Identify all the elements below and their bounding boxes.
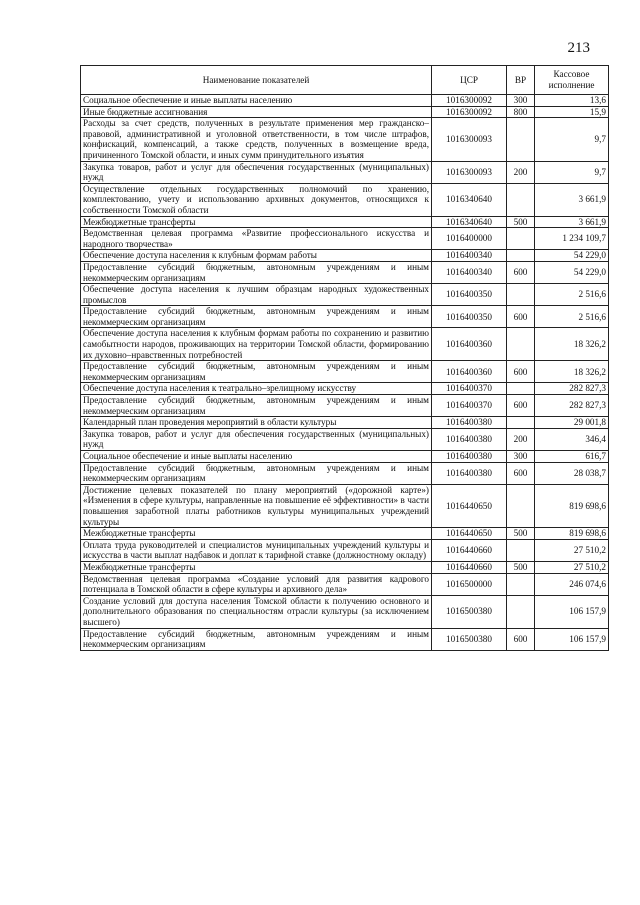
row-vr-cell: 500: [507, 528, 535, 540]
row-sum-cell: 1 234 109,7: [535, 228, 609, 250]
row-name-cell: Обеспечение доступа населения к лучшим образцам народных художественных промыслов: [81, 284, 432, 306]
table-row: [81, 628, 609, 650]
table-row: [81, 106, 609, 118]
budget-table: [80, 65, 609, 651]
row-name-cell: Закупка товаров, работ и услуг для обеспечения государственных (муниципальных) нужд: [81, 161, 432, 183]
table-row: [81, 95, 609, 107]
row-vr-cell: [507, 417, 535, 429]
row-name-cell: Календарный план проведения мероприятий в области культуры: [81, 417, 432, 429]
row-name-cell: Предоставление субсидий бюджетным, автономным учреждениям и иным некоммерческим организациям: [81, 261, 432, 283]
row-csr-cell: 1016400360: [432, 328, 507, 361]
row-vr-cell: [507, 539, 535, 561]
row-name-cell: Предоставление субсидий бюджетным, автономным учреждениям и иным некоммерческим организациям: [81, 306, 432, 328]
row-vr-cell: 200: [507, 428, 535, 450]
row-name-cell: Социальное обеспечение и иные выплаты населению: [81, 451, 432, 463]
table-row: [81, 250, 609, 262]
row-csr-cell: 1016300092: [432, 106, 507, 118]
table-row: [81, 595, 609, 628]
row-csr-cell: 1016440650: [432, 528, 507, 540]
row-sum-cell: 2 516,6: [535, 306, 609, 328]
row-sum-cell: 29 001,8: [535, 417, 609, 429]
row-csr-cell: 1016340640: [432, 183, 507, 216]
row-sum-cell: 2 516,6: [535, 284, 609, 306]
row-vr-cell: 600: [507, 628, 535, 650]
row-name-cell: Ведомственная целевая программа «Создание условий для развития кадрового потенциала в Томской области в сфере культуры и архивного дела»: [81, 573, 432, 595]
row-sum-cell: 106 157,9: [535, 628, 609, 650]
row-csr-cell: 1016400370: [432, 395, 507, 417]
header-vr: ВР: [507, 66, 535, 95]
row-vr-cell: [507, 183, 535, 216]
header-sum: Кассовое исполнение: [535, 66, 609, 95]
table-row: [81, 451, 609, 463]
row-csr-cell: 1016500380: [432, 628, 507, 650]
row-sum-cell: 18 326,2: [535, 328, 609, 361]
row-csr-cell: 1016400350: [432, 284, 507, 306]
row-csr-cell: 1016300093: [432, 161, 507, 183]
row-name-cell: Создание условий для доступа населения Томской области к получению основного и дополнительного образования по специальностям отрасли культуры (за исключением высшего): [81, 595, 432, 628]
row-vr-cell: [507, 250, 535, 262]
row-sum-cell: 27 510,2: [535, 539, 609, 561]
row-sum-cell: 15,9: [535, 106, 609, 118]
row-vr-cell: 200: [507, 161, 535, 183]
row-name-cell: Обеспечение доступа населения к клубным формам работы: [81, 250, 432, 262]
row-name-cell: Иные бюджетные ассигнования: [81, 106, 432, 118]
row-csr-cell: 1016400380: [432, 451, 507, 463]
table-row: [81, 395, 609, 417]
table-header-row: [81, 66, 609, 95]
row-csr-cell: 1016300092: [432, 95, 507, 107]
row-csr-cell: 1016400380: [432, 462, 507, 484]
row-sum-cell: 616,7: [535, 451, 609, 463]
row-name-cell: Предоставление субсидий бюджетным, автономным учреждениям и иным некоммерческим организациям: [81, 361, 432, 383]
row-csr-cell: 1016400380: [432, 417, 507, 429]
row-csr-cell: 1016500000: [432, 573, 507, 595]
row-sum-cell: 54 229,0: [535, 261, 609, 283]
row-vr-cell: 500: [507, 216, 535, 228]
table-row: [81, 361, 609, 383]
table-row: [81, 228, 609, 250]
row-csr-cell: 1016400340: [432, 261, 507, 283]
table-row: [81, 462, 609, 484]
row-sum-cell: 346,4: [535, 428, 609, 450]
row-name-cell: Расходы за счет средств, полученных в результате применения мер гражданско–правовой, административной и уголовной ответственности, в том числе штрафов, конфискаций, компенсаций, а также средств, полученных в возмещение вреда, причиненного Томской области, и иных сумм принудительного изъятия: [81, 118, 432, 161]
row-sum-cell: 3 661,9: [535, 183, 609, 216]
row-vr-cell: [507, 383, 535, 395]
row-vr-cell: 600: [507, 462, 535, 484]
row-sum-cell: 9,7: [535, 118, 609, 161]
row-vr-cell: [507, 595, 535, 628]
row-sum-cell: 9,7: [535, 161, 609, 183]
table-row: [81, 561, 609, 573]
row-sum-cell: 27 510,2: [535, 561, 609, 573]
row-name-cell: Предоставление субсидий бюджетным, автономным учреждениям и иным некоммерческим организациям: [81, 395, 432, 417]
row-csr-cell: 1016400000: [432, 228, 507, 250]
row-vr-cell: [507, 573, 535, 595]
row-name-cell: Межбюджетные трансферты: [81, 528, 432, 540]
row-csr-cell: 1016400380: [432, 428, 507, 450]
row-name-cell: Ведомственная целевая программа «Развитие профессионального искусства и народного творчества»: [81, 228, 432, 250]
table-row: [81, 383, 609, 395]
table-row: [81, 528, 609, 540]
row-vr-cell: 600: [507, 395, 535, 417]
row-sum-cell: 282 827,3: [535, 395, 609, 417]
table-row: [81, 328, 609, 361]
row-name-cell: Закупка товаров, работ и услуг для обеспечения государственных (муниципальных) нужд: [81, 428, 432, 450]
table-row: [81, 216, 609, 228]
row-csr-cell: 1016440660: [432, 561, 507, 573]
row-csr-cell: 1016400360: [432, 361, 507, 383]
row-vr-cell: [507, 118, 535, 161]
row-vr-cell: 500: [507, 561, 535, 573]
table-row: [81, 118, 609, 161]
row-name-cell: Обеспечение доступа населения к театрально–зрелищному искусству: [81, 383, 432, 395]
row-sum-cell: 18 326,2: [535, 361, 609, 383]
row-vr-cell: 300: [507, 95, 535, 107]
row-name-cell: Обеспечение доступа населения к клубным формам работы по сохранению и развитию самобытности народов, проживающих на территории Томской области, формированию их духовно–нравственных потребностей: [81, 328, 432, 361]
row-sum-cell: 3 661,9: [535, 216, 609, 228]
row-sum-cell: 819 698,6: [535, 528, 609, 540]
table-row: [81, 539, 609, 561]
table-row: [81, 284, 609, 306]
table-row: [81, 573, 609, 595]
row-csr-cell: 1016300093: [432, 118, 507, 161]
row-name-cell: Оплата труда руководителей и специалистов муниципальных учреждений культуры и искусства в части выплат надбавок и доплат к тарифной ставке (должностному окладу): [81, 539, 432, 561]
row-csr-cell: 1016340640: [432, 216, 507, 228]
row-name-cell: Межбюджетные трансферты: [81, 216, 432, 228]
row-name-cell: Предоставление субсидий бюджетным, автономным учреждениям и иным некоммерческим организациям: [81, 628, 432, 650]
row-sum-cell: 28 038,7: [535, 462, 609, 484]
row-csr-cell: 1016400340: [432, 250, 507, 262]
table-row: [81, 161, 609, 183]
row-vr-cell: 800: [507, 106, 535, 118]
row-csr-cell: 1016400370: [432, 383, 507, 395]
row-name-cell: Достижение целевых показателей по плану мероприятий («дорожной карте») «Изменения в сфере культуры, направленные на повышение её эффективности» в части повышения заработной платы работников культуры муниципальных учреждений культуры: [81, 484, 432, 527]
row-sum-cell: 819 698,6: [535, 484, 609, 527]
row-sum-cell: 54 229,0: [535, 250, 609, 262]
table-row: [81, 183, 609, 216]
table-row: [81, 428, 609, 450]
table-row: [81, 306, 609, 328]
row-sum-cell: 282 827,3: [535, 383, 609, 395]
table-row: [81, 417, 609, 429]
row-sum-cell: 106 157,9: [535, 595, 609, 628]
row-vr-cell: 600: [507, 361, 535, 383]
row-vr-cell: [507, 328, 535, 361]
page-number: 213: [567, 40, 590, 56]
row-name-cell: Социальное обеспечение и иные выплаты населению: [81, 95, 432, 107]
row-csr-cell: 1016500380: [432, 595, 507, 628]
row-sum-cell: 13,6: [535, 95, 609, 107]
row-name-cell: Предоставление субсидий бюджетным, автономным учреждениям и иным некоммерческим организациям: [81, 462, 432, 484]
row-vr-cell: [507, 228, 535, 250]
header-name: Наименование показателей: [81, 66, 432, 95]
table-body: [81, 95, 609, 651]
row-vr-cell: 600: [507, 306, 535, 328]
row-sum-cell: 246 074,6: [535, 573, 609, 595]
row-vr-cell: 600: [507, 261, 535, 283]
row-vr-cell: 300: [507, 451, 535, 463]
row-name-cell: Межбюджетные трансферты: [81, 561, 432, 573]
row-name-cell: Осуществление отдельных государственных полномочий по хранению, комплектованию, учету и использованию архивных документов, относящихся к собственности Томской области: [81, 183, 432, 216]
row-vr-cell: [507, 284, 535, 306]
row-csr-cell: 1016400350: [432, 306, 507, 328]
row-vr-cell: [507, 484, 535, 527]
table-row: [81, 484, 609, 527]
row-csr-cell: 1016440660: [432, 539, 507, 561]
row-csr-cell: 1016440650: [432, 484, 507, 527]
table-row: [81, 261, 609, 283]
header-csr: ЦСР: [432, 66, 507, 95]
